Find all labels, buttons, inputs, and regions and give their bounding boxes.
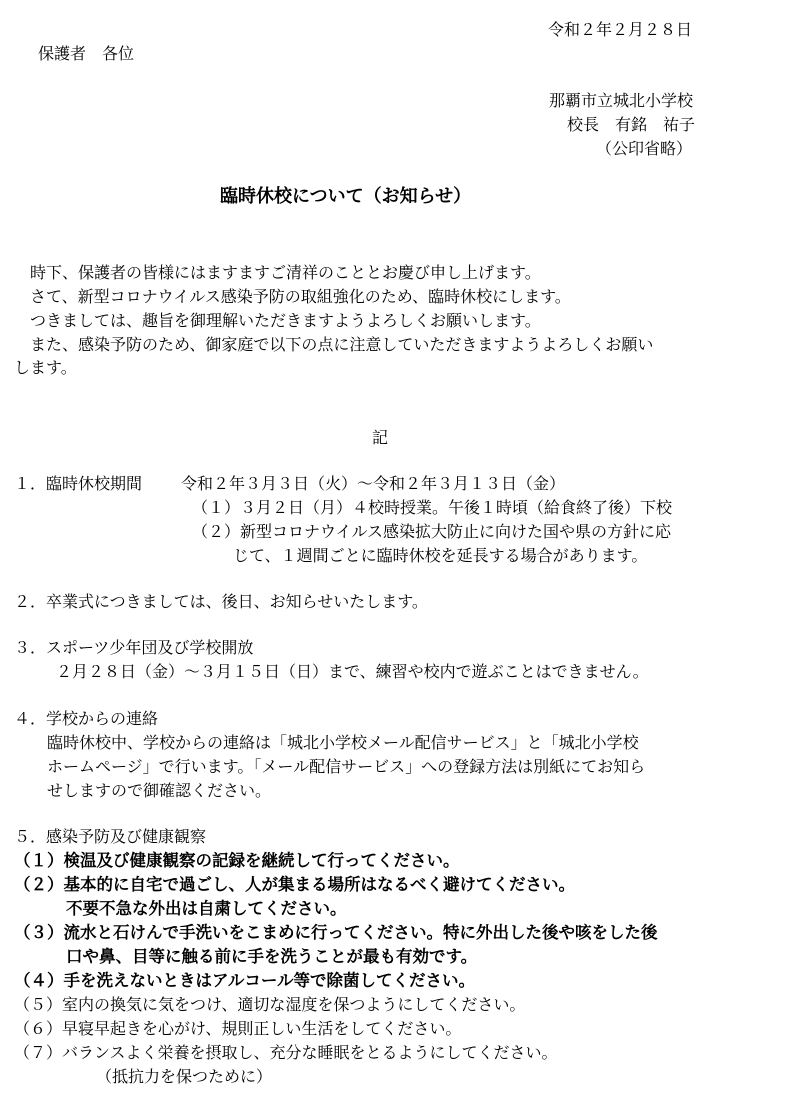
section5-item-7: （７）バランスよく栄養を摂取し、充分な睡眠をとるようにしてください。 — [14, 1043, 558, 1062]
section1-period: 令和２年３月３日（火）～令和２年３月１３日（金） — [181, 474, 566, 493]
ki-heading: 記 — [372, 428, 389, 447]
document-date: 令和２年２月２８日 — [548, 20, 693, 39]
section5-item-2: （２）基本的に自宅で過ごし、人が集まる場所はなるべく避けてください。 — [14, 875, 575, 894]
addressee: 保護者 各位 — [38, 44, 135, 63]
section1-note-2-cont: じて、１週間ごとに臨時休校を延長する場合があります。 — [233, 546, 648, 565]
section5-item-2-cont: 不要不急な外出は自粛してください。 — [66, 899, 347, 918]
section2-text: ２．卒業式につきましては、後日、お知らせいたします。 — [14, 592, 428, 611]
section3-heading: ３．スポーツ少年団及び学校開放 — [14, 638, 254, 657]
intro-line-4: また、感染予防のため、御家庭で以下の点に注意していただきますようよろしくお願い — [30, 335, 654, 354]
section4-line-3: せしますので御確認ください。 — [47, 781, 272, 800]
section5-item-6: （６）早寝早起きを心がけ、規則正しい生活をしてください。 — [14, 1019, 462, 1038]
section5-item-4: （４）手を洗えないときはアルコール等で除菌してください。 — [14, 971, 476, 990]
school-name: 那覇市立城北小学校 — [549, 91, 694, 110]
principal-name: 校長 有銘 祐子 — [567, 115, 696, 134]
section1-note-1: （１）３月２日（月）４校時授業。午後１時頃（給食終了後）下校 — [192, 498, 673, 517]
section1-note-2: （２）新型コロナウイルス感染拡大防止に向けた国や県の方針に応 — [192, 522, 672, 541]
section3-text: ２月２８日（金）～３月１５日（日）まで、練習や校内で遊ぶことはできません。 — [56, 662, 649, 681]
section5-item-3-cont: 口や鼻、目等に触る前に手を洗うことが最も有効です。 — [66, 947, 478, 966]
section5-item-5: （５）室内の換気に気をつけ、適切な湿度を保つようにしてください。 — [14, 995, 526, 1014]
seal-note: （公印省略） — [596, 139, 693, 158]
document-title: 臨時休校について（お知らせ） — [220, 186, 472, 207]
section5-item-3: （３）流水と石けんで手洗いをこまめに行ってください。特に外出した後や咳をした後 — [14, 923, 658, 942]
intro-line-5: します。 — [14, 358, 77, 377]
section4-line-1: 臨時休校中、学校からの連絡は「城北小学校メール配信サービス」と「城北小学校 — [47, 733, 639, 752]
section5-heading: ５．感染予防及び健康観察 — [14, 827, 207, 846]
section1-heading: １．臨時休校期間 — [14, 474, 143, 493]
intro-line-3: つきましては、趣旨を御理解いただきますようよろしくお願いします。 — [30, 311, 541, 330]
section4-line-2: ホームページ」で行います。「メール配信サービス」への登録方法は別紙にてお知ら — [47, 757, 646, 776]
intro-line-2: さて、新型コロナウイルス感染予防の取組強化のため、臨時休校にします。 — [30, 287, 571, 306]
section4-heading: ４．学校からの連絡 — [14, 709, 159, 728]
section5-item-7-note: （抵抗力を保つために） — [96, 1067, 273, 1086]
section5-item-1: （１）検温及び健康観察の記録を継続して行ってください。 — [14, 851, 460, 870]
intro-line-1: 時下、保護者の皆様にはますますご清祥のこととお慶び申し上げます。 — [30, 263, 541, 282]
